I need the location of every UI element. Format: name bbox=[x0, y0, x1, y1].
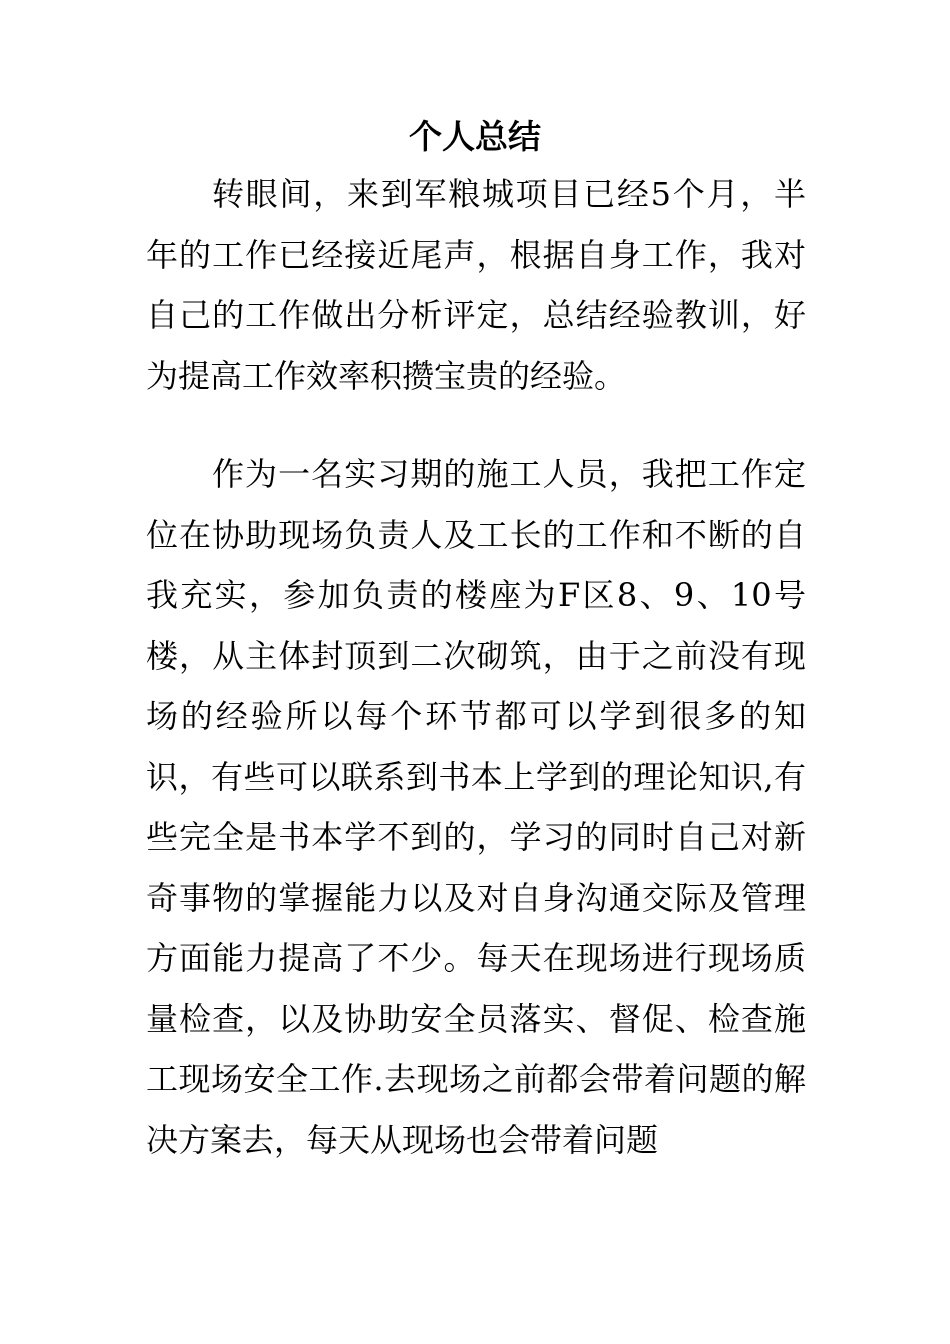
document-title: 个人总结 bbox=[409, 117, 541, 156]
paragraph-1: 转眼间，来到军粮城项目已经5个月，半年的工作已经接近尾声，根据自身工作，我对自己的工作做出分析评定，总结经验教训，好为提高工作效率积攒宝贵的经验。 bbox=[146, 175, 806, 395]
paragraph-2: 作为一名实习期的施工人员，我把工作定位在协助现场负责人及工长的工作和不断的自我充实，参加负责的楼座为F区8、9、10号楼，从主体封顶到二次砌筑，由于之前没有现场的经验所以每个环节都可以学到很多的知识，有些可以联系到书本上学到的理论知识,有些完全是书本学不到的，学习的同时自己对新奇事物的掌握能力以及对自身沟通交际及管理方面能力提高了不少。每天在现场进行现场质量检查，以及协助安全员落实、督促、检查施工现场安全工作.去现场之前都会带着问题的解决方案去，每天从现场也会带着问题 bbox=[146, 455, 806, 1159]
